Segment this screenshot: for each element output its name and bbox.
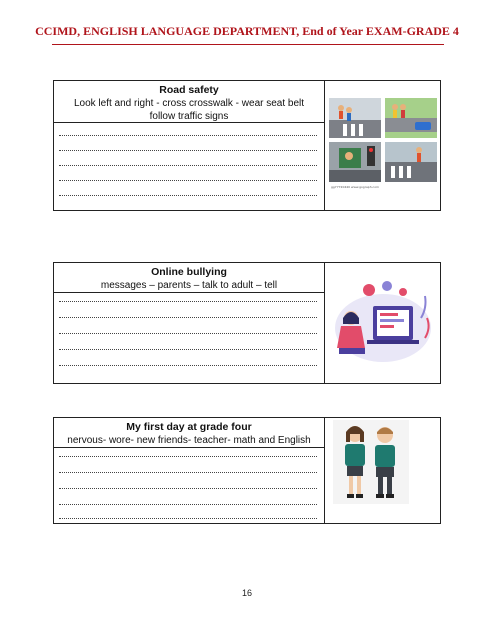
task-road-safety — [53, 80, 441, 211]
road-safety-illustration-icon — [329, 98, 437, 190]
page-header: CCIMD, ENGLISH LANGUAGE DEPARTMENT, End of Year EXAM-GRADE 4 — [35, 24, 459, 38]
task-online-bullying — [53, 262, 441, 384]
writing-line[interactable] — [59, 504, 317, 505]
header-rule — [52, 44, 444, 45]
task-prompt-line: nervous- wore- new friends- teacher- math and English — [67, 435, 311, 446]
writing-line[interactable] — [59, 165, 317, 166]
writing-line[interactable] — [59, 456, 317, 457]
task-header — [54, 81, 324, 123]
writing-line[interactable] — [59, 135, 317, 136]
task-title: Road safety — [159, 84, 219, 96]
task-header — [54, 418, 324, 448]
task-prompt-line: follow traffic signs — [149, 111, 229, 122]
writing-line[interactable] — [59, 180, 317, 181]
writing-area — [54, 418, 325, 523]
online-bullying-illustration-icon — [331, 278, 435, 368]
writing-line[interactable] — [59, 365, 317, 366]
task-title: Online bullying — [151, 266, 227, 278]
writing-area — [54, 263, 325, 383]
page-number: 16 — [241, 588, 252, 598]
writing-line[interactable] — [59, 472, 317, 473]
writing-line[interactable] — [59, 349, 317, 350]
task-title: My first day at grade four — [126, 421, 252, 433]
task-prompt-line: Look left and right - cross crosswalk - wear seat belt — [73, 98, 305, 109]
writing-line[interactable] — [59, 195, 317, 196]
writing-line[interactable] — [59, 150, 317, 151]
writing-line[interactable] — [59, 333, 317, 334]
writing-line[interactable] — [59, 488, 317, 489]
task-first-day — [53, 417, 441, 524]
task-header — [54, 263, 324, 293]
school-children-photo-icon — [333, 420, 409, 504]
writing-line[interactable] — [59, 317, 317, 318]
writing-line[interactable] — [59, 301, 317, 302]
writing-line[interactable] — [59, 518, 317, 519]
writing-area — [54, 81, 325, 210]
image-caption: gg77720440 www.gograph.com — [331, 185, 379, 189]
task-prompt-line: messages – parents – talk to adult – tell — [100, 280, 278, 291]
